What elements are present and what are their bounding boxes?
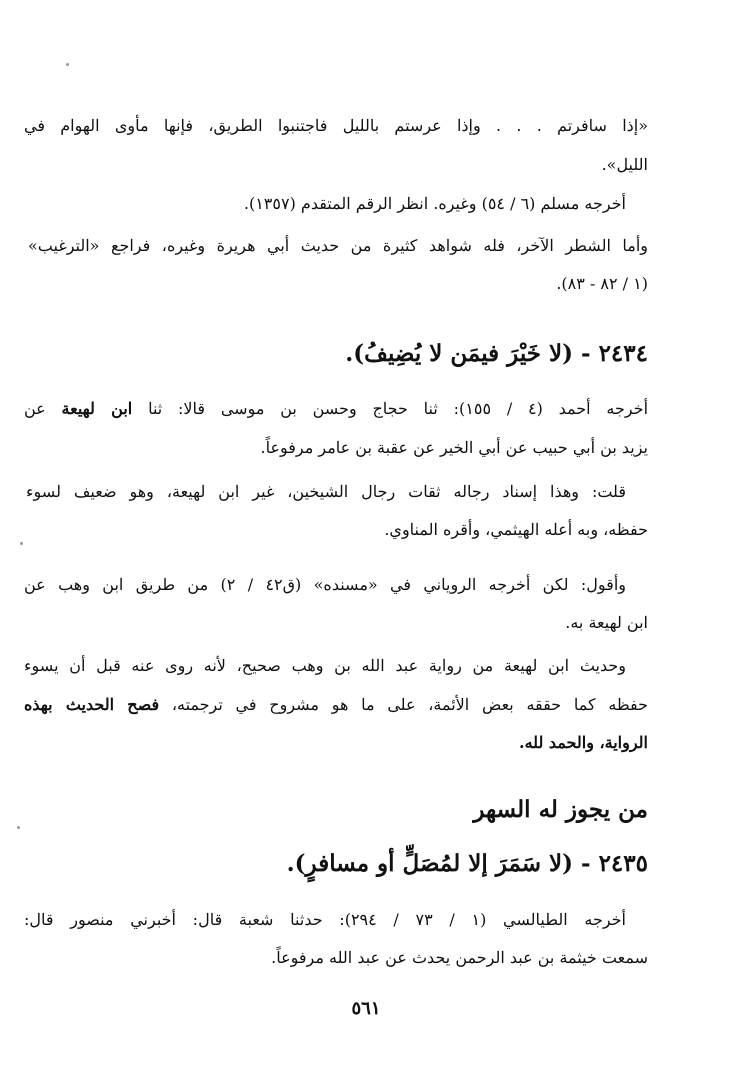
chapter-heading: من يجوز له السهر (473, 796, 648, 823)
text-segment: حفظه كما حققه بعض الأئمة، على ما هو مشروح في ترجمته، (171, 695, 648, 714)
text-line (24, 394, 648, 424)
text-segment: أخرجه أحمد (٤ / ١٥٥): ثنا حجاج وحسن بن موسى قالا: ثنا (148, 399, 649, 418)
text-line: وأما الشطر الآخر، فله شواهد كثيرة من حديث أبي هريرة وغيره، فراجع «الترغيب» (28, 236, 648, 255)
text-line: ابن لهيعة به. (565, 613, 648, 632)
ruling-phrase: فصح الحديث بهذه (24, 695, 160, 714)
speck-mark (66, 63, 69, 66)
speck-mark (20, 542, 23, 545)
text-line: وحديث ابن لهيعة من رواية عبد الله بن وهب صحيح، لأنه روى عنه قبل أن يسوء (24, 656, 626, 675)
text-line: (١ / ٨٢ - ٨٣). (556, 274, 648, 293)
hadith-heading: ٢٤٣٥ - (لا سَمَرَ إلا لمُصَلٍّ أو مسافرٍ). (286, 850, 648, 877)
text-line (24, 690, 648, 720)
text-line: أخرجه مسلم (٦ / ٥٤) وغيره. انظر الرقم المتقدم (١٣٥٧). (243, 194, 626, 213)
text-segment: عن (24, 399, 46, 418)
text-line: يزيد بن أبي حبيب عن أبي الخير عن عقبة بن عامر مرفوعاً. (260, 438, 648, 457)
text-line: وأقول: لكن أخرجه الروياني في «مسنده» (ق٤٢ / ٢) من طريق ابن وهب عن (24, 575, 627, 594)
text-line: قلت: وهذا إسناد رجاله ثقات رجال الشيخين، غير ابن لهيعة، وهو ضعيف لسوء (26, 482, 626, 501)
hadith-heading: ٢٤٣٤ - (لا خَيْرَ فيمَن لا يُضِيفُ). (345, 340, 648, 367)
speck-mark (17, 826, 20, 829)
narrator-name: ابن لهيعة (61, 399, 133, 418)
text-line: الليل». (601, 155, 648, 174)
text-line: أخرجه الطيالسي (١ / ٧٣ / ٢٩٤): حدثنا شعبة قال: أخبرني منصور قال: (24, 910, 627, 929)
page-number: ٥٦١ (351, 998, 381, 1019)
text-line: سمعت خيثمة بن عبد الرحمن يحدث عن عبد الله مرفوعاً. (271, 948, 648, 967)
text-line: الرواية، والحمد لله. (519, 733, 648, 752)
text-line: «إذا سافرتم . . . وإذا عرستم بالليل فاجتنبوا الطريق، فإنها مأوى الهوام في (24, 116, 648, 135)
text-line: حفظه، وبه أعله الهيثمي، وأقره المناوي. (384, 520, 648, 539)
